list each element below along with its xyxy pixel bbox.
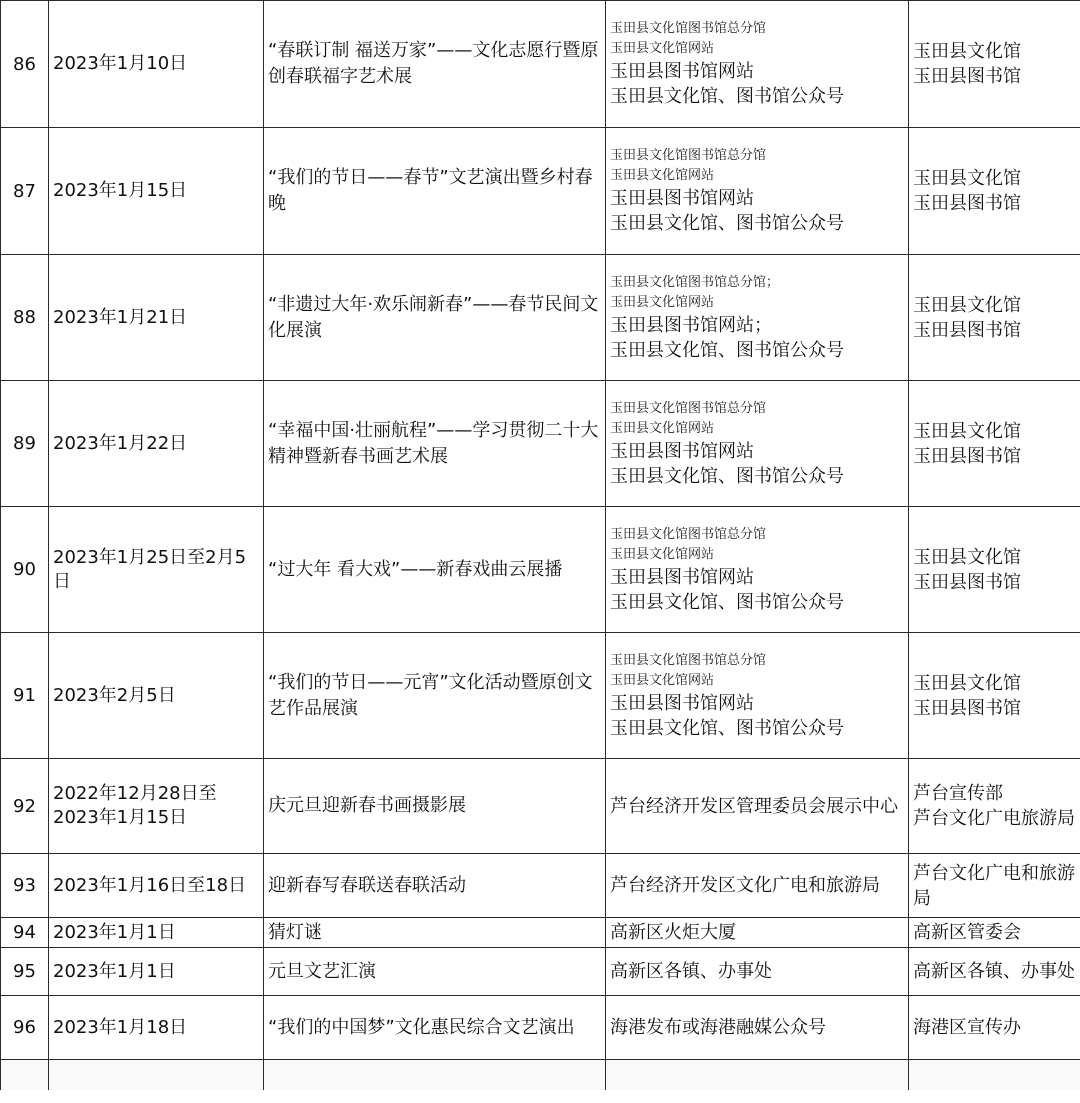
row-number: 87 [1, 128, 49, 255]
empty-cell [909, 1060, 1080, 1090]
organizer-line: 玉田县文化馆 [913, 168, 1021, 189]
venue-line: 玉田县文化馆、图书馆公众号 [610, 213, 844, 234]
organizer [909, 255, 1080, 381]
empty-cell [264, 1060, 606, 1090]
activity-name: 元旦文艺汇演 [264, 948, 606, 996]
venue-line-small: 玉田县文化馆网站 [610, 420, 715, 436]
venue-line-small: 玉田县文化馆图书馆总分馆 [610, 652, 767, 668]
venue-line-small: 玉田县文化馆图书馆总分馆 [610, 526, 767, 542]
venue-line: 玉田县图书馆网站 [610, 188, 754, 209]
venue-line-small: 玉田县文化馆网站 [610, 294, 715, 310]
activity-name: “非遗过大年·欢乐闹新春”——春节民间文化展演 [264, 255, 606, 381]
empty-row [1, 1060, 1080, 1090]
organizer-line: 芦台文化广电旅游局 [913, 808, 1075, 829]
venue-line: 玉田县文化馆、图书馆公众号 [610, 465, 844, 487]
venue-line: 高新区各镇、办事处 [610, 961, 772, 982]
organizer [909, 759, 1080, 854]
activity-venue [606, 633, 909, 759]
venue-line-small: 玉田县文化馆图书馆总分馆 [610, 400, 767, 416]
table-row [1, 633, 1080, 759]
activity-venue [606, 507, 909, 633]
venue-line: 玉田县文化馆、图书馆公众号 [610, 86, 844, 107]
table-row [1, 948, 1080, 996]
organizer-line: 玉田县图书馆 [913, 193, 1021, 214]
organizer-line: 玉田县文化馆 [913, 41, 1021, 62]
activity-name: “幸福中国·壮丽航程”——学习贯彻二十大精神暨新春书画艺术展 [264, 381, 606, 507]
organizer [909, 381, 1080, 507]
organizer [909, 507, 1080, 633]
table-row [1, 381, 1080, 507]
activity-date: 2023年1月25日至2月5日 [49, 507, 264, 633]
organizer [909, 996, 1080, 1060]
activity-date: 2023年1月15日 [49, 128, 264, 255]
organizer-line: 高新区各镇、办事处 [913, 961, 1075, 982]
organizer-line: 玉田县图书馆 [913, 571, 1021, 593]
row-number: 86 [1, 1, 49, 128]
table-row [1, 1, 1080, 128]
activity-name: “我们的节日——春节”文艺演出暨乡村春晚 [264, 128, 606, 255]
activity-venue [606, 759, 909, 854]
venue-line-small: 玉田县文化馆网站 [610, 672, 715, 688]
activity-venue [606, 255, 909, 381]
row-number: 91 [1, 633, 49, 759]
venue-line: 玉田县图书馆网站 [610, 692, 754, 714]
venue-line: 玉田县图书馆网站 [610, 566, 754, 588]
organizer-line: 玉田县文化馆 [913, 294, 1021, 316]
organizer-line: 玉田县图书馆 [913, 445, 1021, 467]
venue-line-small: 玉田县文化馆网站 [610, 168, 715, 183]
organizer-line: 玉田县图书馆 [913, 66, 1021, 87]
activity-name: “我们的中国梦”文化惠民综合文艺演出 [264, 996, 606, 1060]
organizer-line: 海港区宣传办 [913, 1017, 1021, 1038]
table-row [1, 759, 1080, 854]
activity-venue [606, 381, 909, 507]
organizer [909, 948, 1080, 996]
row-number: 94 [1, 918, 49, 948]
venue-line-small: 玉田县文化馆图书馆总分馆； [610, 274, 780, 290]
venue-line: 芦台经济开发区管理委员会展示中心 [610, 795, 898, 817]
table-row [1, 854, 1080, 918]
activity-name: 庆元旦迎新春书画摄影展 [264, 759, 606, 854]
organizer-line: 玉田县文化馆 [913, 420, 1021, 442]
venue-line-small: 玉田县文化馆网站 [610, 546, 715, 562]
activity-name: “春联订制 福送万家”——文化志愿行暨原创春联福字艺术展 [264, 1, 606, 128]
table-row [1, 507, 1080, 633]
row-number: 93 [1, 854, 49, 918]
table-row [1, 128, 1080, 255]
table-row [1, 996, 1080, 1060]
venue-line: 海港发布或海港融媒公众号 [610, 1017, 826, 1038]
organizer-line: 玉田县图书馆 [913, 697, 1021, 719]
venue-line: 玉田县图书馆网站 [610, 440, 754, 462]
venue-line: 芦台经济开发区文化广电和旅游局 [610, 875, 880, 896]
row-number: 89 [1, 381, 49, 507]
activity-venue [606, 996, 909, 1060]
activity-venue [606, 854, 909, 918]
organizer-line: 高新区管委会 [913, 922, 1021, 943]
table-row [1, 918, 1080, 948]
row-number: 92 [1, 759, 49, 854]
organizer [909, 128, 1080, 255]
organizer-line: 玉田县文化馆 [913, 546, 1021, 568]
venue-line: 玉田县图书馆网站 [610, 61, 754, 82]
row-number: 95 [1, 948, 49, 996]
organizer-line: 芦台宣传部 [913, 783, 1003, 804]
activity-name: 迎新春写春联送春联活动 [264, 854, 606, 918]
activity-name: 猜灯谜 [264, 918, 606, 948]
organizer [909, 633, 1080, 759]
organizer-line: 玉田县文化馆 [913, 672, 1021, 694]
activity-venue [606, 918, 909, 948]
table-body [1, 1, 1080, 1090]
activity-venue [606, 948, 909, 996]
activity-name: “我们的节日——元宵”文化活动暨原创文艺作品展演 [264, 633, 606, 759]
activity-venue [606, 1, 909, 128]
organizer [909, 1, 1080, 128]
venue-line: 玉田县文化馆、图书馆公众号 [610, 339, 844, 361]
activity-date: 2023年1月16日至18日 [49, 854, 264, 918]
organizer-line: 芦台文化广电和旅游局 [913, 862, 1075, 909]
row-number: 88 [1, 255, 49, 381]
activity-date: 2023年1月1日 [49, 948, 264, 996]
organizer [909, 854, 1080, 918]
organizer [909, 918, 1080, 948]
row-number: 96 [1, 996, 49, 1060]
venue-line: 玉田县文化馆、图书馆公众号 [610, 717, 844, 739]
venue-line: 玉田县文化馆、图书馆公众号 [610, 591, 844, 613]
venue-line: 高新区火炬大厦 [610, 922, 736, 943]
venue-line: 玉田县图书馆网站； [610, 314, 772, 336]
activity-date: 2023年1月10日 [49, 1, 264, 128]
empty-cell [606, 1060, 909, 1090]
empty-cell [49, 1060, 264, 1090]
table-row [1, 255, 1080, 381]
activity-date: 2023年1月18日 [49, 996, 264, 1060]
row-number: 90 [1, 507, 49, 633]
venue-line-small: 玉田县文化馆网站 [610, 41, 715, 56]
empty-cell [1, 1060, 49, 1090]
venue-line-small: 玉田县文化馆图书馆总分馆 [610, 21, 767, 36]
activity-date: 2023年1月21日 [49, 255, 264, 381]
activity-date: 2022年12月28日至2023年1月15日 [49, 759, 264, 854]
activity-name: “过大年 看大戏”——新春戏曲云展播 [264, 507, 606, 633]
organizer-line: 玉田县图书馆 [913, 319, 1021, 341]
activity-date: 2023年2月5日 [49, 633, 264, 759]
activity-venue [606, 128, 909, 255]
activity-date: 2023年1月22日 [49, 381, 264, 507]
activity-date: 2023年1月1日 [49, 918, 264, 948]
venue-line-small: 玉田县文化馆图书馆总分馆 [610, 148, 767, 163]
